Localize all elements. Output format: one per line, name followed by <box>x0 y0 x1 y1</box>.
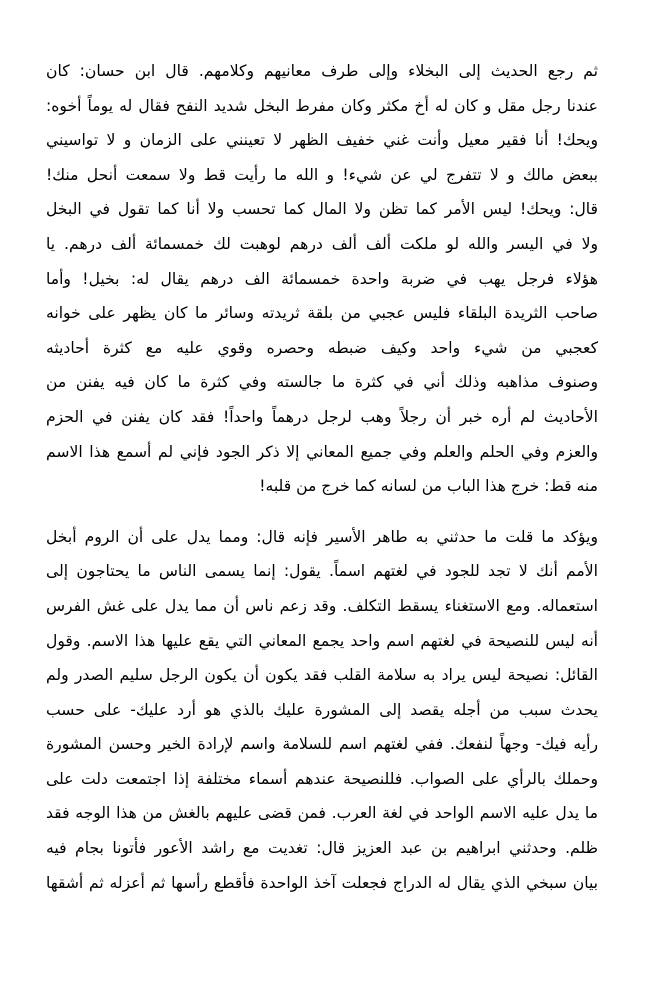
paragraph-1 <box>46 54 598 504</box>
text-line: ولا في اليسر والله لو ملكت ألف ألف درهم لوهبت لك خمسمائة ألف درهم. يا <box>46 234 598 253</box>
text-line: رأيه فيك- وجهاً لنفعك. ففي لغتهم اسم للسلامة واسم لإرادة الخير وحسن المشورة <box>46 735 598 754</box>
text-line: ويؤكد ما قلت ما حدثني به طاهر الأسير فإنه قال: ومما يدل على أن الروم أبخل <box>46 527 598 546</box>
text-line: الأمم أنك لا تجد للجود في لغتهم اسماً. يقول: إنما يسمى الناس ما يحتاجون إلى <box>46 562 598 581</box>
text-line: ويحك! أنا فقير معيل وأنت غني خفيف الظهر لا تعينني على الزمان و لا تواسيني <box>46 131 598 150</box>
document-page <box>46 54 598 900</box>
text-line: هؤلاء فرجل يهب في ضربة واحدة خمسمائة الف درهم يقال له: بخيل! وأما <box>46 269 598 288</box>
text-line: ثم رجع الحديث إلى البخلاء وإلى طرف معانيهم وكلامهم. قال ابن حسان: كان <box>46 62 598 80</box>
text-line: عندنا رجل مقل و كان له أخ مكثر وكان مفرط البخل شديد النفح فقال له يوماً أخوه: <box>46 96 598 115</box>
text-line: منه قط: خرج هذا الباب من لسانه كما خرج من قلبه! <box>259 477 598 496</box>
text-line: قال: ويحك! ليس الأمر كما تظن ولا المال كما تحسب ولا أنا كما تقول في البخل <box>46 200 598 219</box>
text-line: ظلم. وحدثني ابراهيم بن عبد العزيز قال: تغديت مع راشد الأعور فأتونا بجام فيه <box>46 839 598 858</box>
text-line: يحدث سبب من أجله يقصد إلى المشورة عليك بالذي هو أرد عليك- على حسب <box>46 700 598 719</box>
text-line: أنه ليس للنصيحة في لغتهم اسم واحد يجمع المعاني التي يقع عليها هذا الاسم. وقول <box>46 631 598 650</box>
text-line: الأحاديث لم أره خبر أن رجلاً وهب لرجل درهماً واحداً! فقد كان يفنن في الحزم <box>46 407 598 426</box>
text-line: كعجبي من شيء واحد وكيف ضبطه وحصره وقوي عليه مع كثرة أحاديثه <box>46 338 598 357</box>
paragraph-2 <box>46 520 598 901</box>
text-line: بيان سبخي الذي يقال له الدراج فجعلت آخذ الواحدة فأقطع رأسها ثم أعزله ثم أشقها <box>46 873 598 892</box>
text-line: صاحب الثريدة البلقاء فليس عجبي من بلقة ثريدته وسائر ما كان يظهر على خوانه <box>46 304 598 323</box>
text-line: وحملك بالرأي على الصواب. فللنصيحة عندهم أسماء مختلفة إذا اجتمعت دلت على <box>46 769 598 788</box>
text-line: والعزم وفي الحلم والعلم وفي جميع المعاني إلا ذكر الجود فإني لم أسمع هذا الاسم <box>46 442 598 461</box>
text-line: وصنوف مذاهبه وذلك أني في كثرة ما جالسته وفي كثرة ما كان فيه يفنن من <box>46 373 598 392</box>
paragraph-gap <box>46 504 598 520</box>
text-line: ما يدل عليه الاسم الواحد في لغة العرب. فمن قضى عليهم بالغش من هذا الوجه فقد <box>46 804 598 823</box>
text-line: القائل: نصيحة ليس يراد به سلامة القلب فقد يكون أن يكون الرجل سليم الصدر ولم <box>46 666 598 685</box>
text-line: ببعض مالك و لا تتفرج لي عن شيء! و الله ما رأيت قط ولا سمعت أنحل منك! <box>46 165 598 184</box>
text-line: استعماله. ومع الاستغناء يسقط التكلف. وقد زعم ناس أن مما يدل على غش الفرس <box>46 596 598 615</box>
